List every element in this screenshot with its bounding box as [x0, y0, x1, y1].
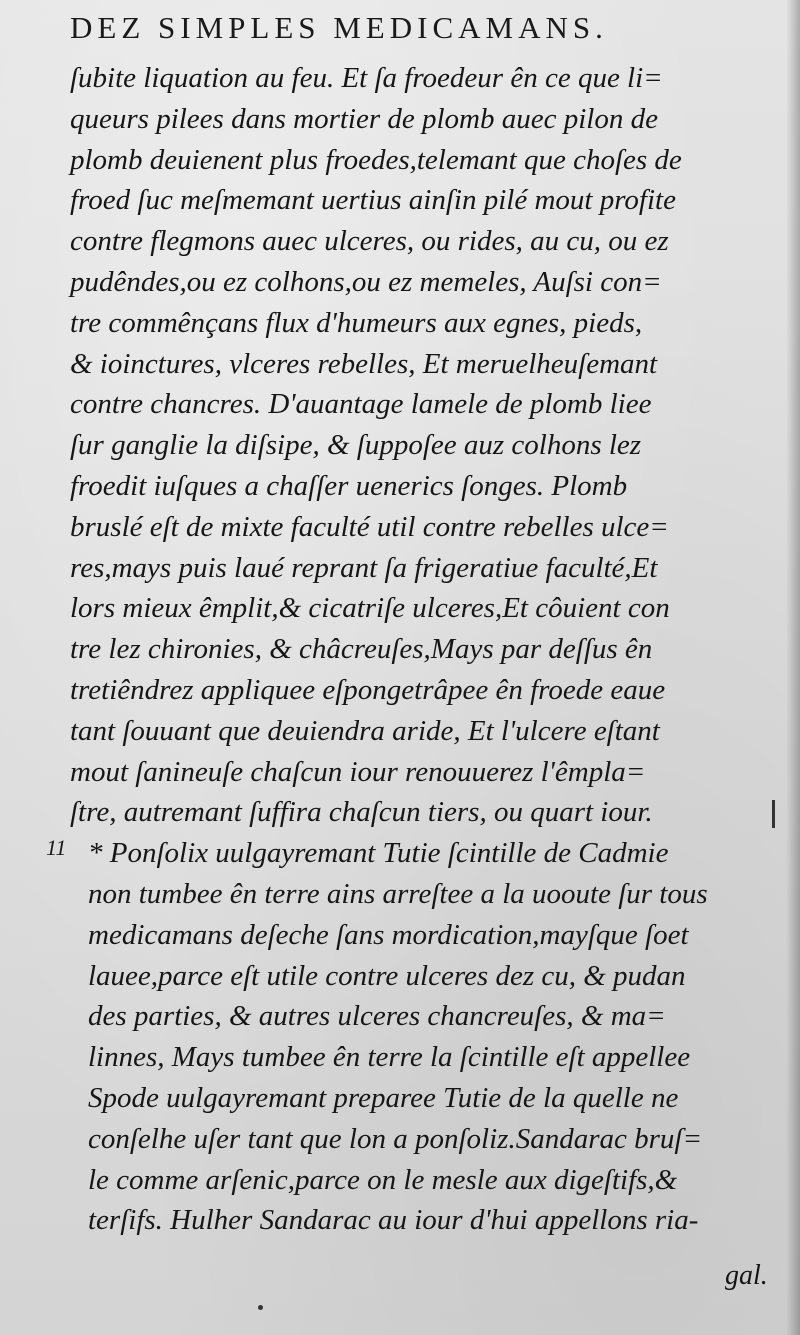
text-line: tre lez chironies, & châcreuſes,Mays par deſſus ên	[70, 633, 653, 666]
text-line: Spode uulgayremant preparee Tutie de la quelle ne	[88, 1081, 679, 1114]
text-line: contre flegmons auec ulceres, ou rides, au cu, ou ez	[70, 225, 669, 258]
text-line: tretiêndrez appliquee eſpongetrâpee ên froede eaue	[70, 673, 666, 706]
text-line: lauee,parce eſt utile contre ulceres dez cu, & pudan	[88, 959, 686, 992]
body-text	[70, 58, 770, 1241]
text-line: linnes, Mays tumbee ên terre la ſcintille eſt appellee	[88, 1041, 691, 1074]
text-line: terſifs. Hulher Sandarac au iour d'hui appellons ria-	[88, 1204, 699, 1237]
text-line: tre commênçans flux d'humeurs aux egnes, pieds,	[70, 306, 643, 339]
text-line: pudêndes,ou ez colhons,ou ez memeles, Auſsi con=	[70, 265, 662, 298]
text-line: froedit iuſques a chaſſer uenerics ſonges. Plomb	[70, 469, 628, 502]
ink-speck	[258, 1305, 263, 1310]
text-line: * Ponſolix uulgayremant Tutie ſcintille de Cadmie	[88, 837, 669, 870]
text-line: froed ſuc meſmemant uertius ainſin pilé mout profite	[70, 184, 676, 217]
text-line: non tumbee ên terre ains arreſtee a la uooute ſur tous	[88, 877, 708, 910]
text-line: le comme arſenic,parce on le mesle aux digeſtifs,&	[88, 1163, 678, 1196]
running-head: DEZ SIMPLES MEDICAMANS.	[70, 10, 608, 45]
text-line: contre chancres. D'auantage lamele de plomb liee	[70, 388, 652, 421]
text-line: lors mieux êmplit,& cicatriſe ulceres,Et côuient con	[70, 592, 670, 625]
text-line: mout ſanineuſe chaſcun iour renouuerez l'êmpla=	[70, 755, 646, 788]
text-line: medicamans deſeche ſans mordication,mayſque ſoet	[88, 918, 689, 951]
text-line: conſelhe uſer tant que lon a ponſoliz.Sandarac bruſ=	[88, 1122, 703, 1155]
text-line: res,mays puis laué reprant ſa frigeratiue faculté,Et	[70, 551, 658, 584]
text-line: des parties, & autres ulceres chancreuſes, & ma=	[88, 1000, 666, 1033]
margin-mark	[772, 800, 775, 828]
text-line: & ioinctures, vlceres rebelles, Et meruelheuſemant	[70, 347, 658, 380]
text-line: queurs pilees dans mortier de plomb auec pilon de	[70, 102, 658, 135]
text-line: ſur ganglie la diſsipe, & ſuppoſee auz colhons lez	[70, 429, 642, 462]
text-line: ſtre, autremant ſuffira chaſcun tiers, ou quart iour.	[70, 796, 653, 829]
catchword: gal.	[725, 1260, 768, 1291]
text-line: bruslé eſt de mixte faculté util contre rebelles ulce=	[70, 510, 669, 543]
text-line: tant ſouuant que deuiendra aride, Et l'ulcere eſtant	[70, 714, 660, 747]
text-line: ſubite liquation au feu. Et ſa froedeur ên ce que li=	[70, 62, 663, 94]
text-line: plomb deuienent plus froedes,telemant que choſes de	[70, 143, 682, 176]
margin-note: 11	[46, 835, 67, 860]
